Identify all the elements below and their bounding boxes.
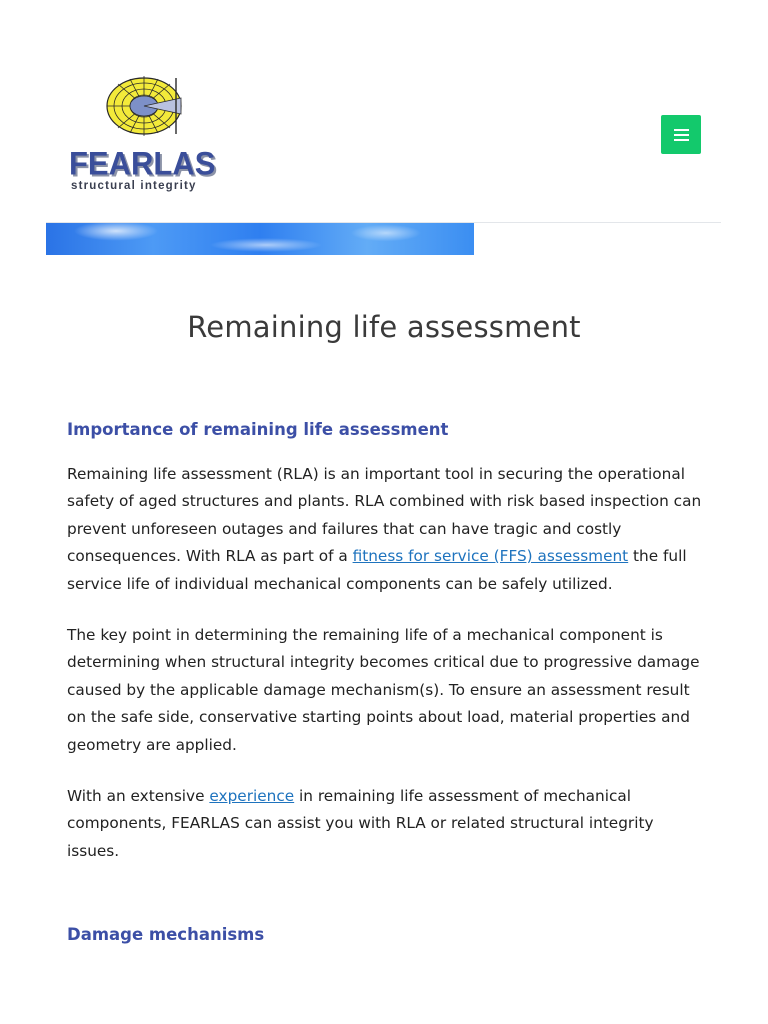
paragraph: The key point in determining the remaining life of a mechanical component is determining when structural integrity becomes critical due to progressive damage caused by the applicable damage mechanism(s). To ensure an assessment result on the safe side, conservative starting points about load, material properties and geometry are applied. <box>67 626 700 754</box>
paragraph <box>67 783 707 865</box>
paragraph-text: in remaining life assessment of mechanical components, FEARLAS can assist you with RLA or related structural integrity issues. <box>67 787 654 860</box>
header-banner-image <box>46 223 474 255</box>
paragraph-text: the full service life of individual mechanical components can be safely utilized. <box>67 547 687 593</box>
section-heading: Importance of remaining life assessment <box>67 420 449 439</box>
menu-toggle-button[interactable] <box>661 115 701 154</box>
main-content <box>67 420 707 889</box>
logo-tagline: structural integrity <box>71 180 197 192</box>
hamburger-icon-line <box>674 134 689 136</box>
section-heading-clipped <box>67 920 707 944</box>
hamburger-icon <box>674 129 689 131</box>
site-logo[interactable] <box>66 72 226 197</box>
logo-mark-icon <box>104 72 184 142</box>
hamburger-icon-line <box>674 139 689 141</box>
ffs-assessment-link[interactable]: fitness for service (FFS) assessment <box>352 547 629 566</box>
site-header <box>46 60 721 223</box>
experience-link[interactable]: experience <box>209 787 295 806</box>
paragraph-text: With an extensive <box>67 787 210 806</box>
logo-wordmark: FEARLAS <box>69 145 216 182</box>
section-heading: Damage mechanisms <box>67 925 265 944</box>
paragraph-text: Remaining life assessment (RLA) is an important tool in securing the operational safety of aged structures and plants. RLA combined with risk based inspection can prevent unforeseen outages and failures that can have tragic and costly consequences. With RLA as part of a <box>67 465 702 566</box>
page-title: Remaining life assessment <box>187 310 581 344</box>
paragraph <box>67 461 707 598</box>
